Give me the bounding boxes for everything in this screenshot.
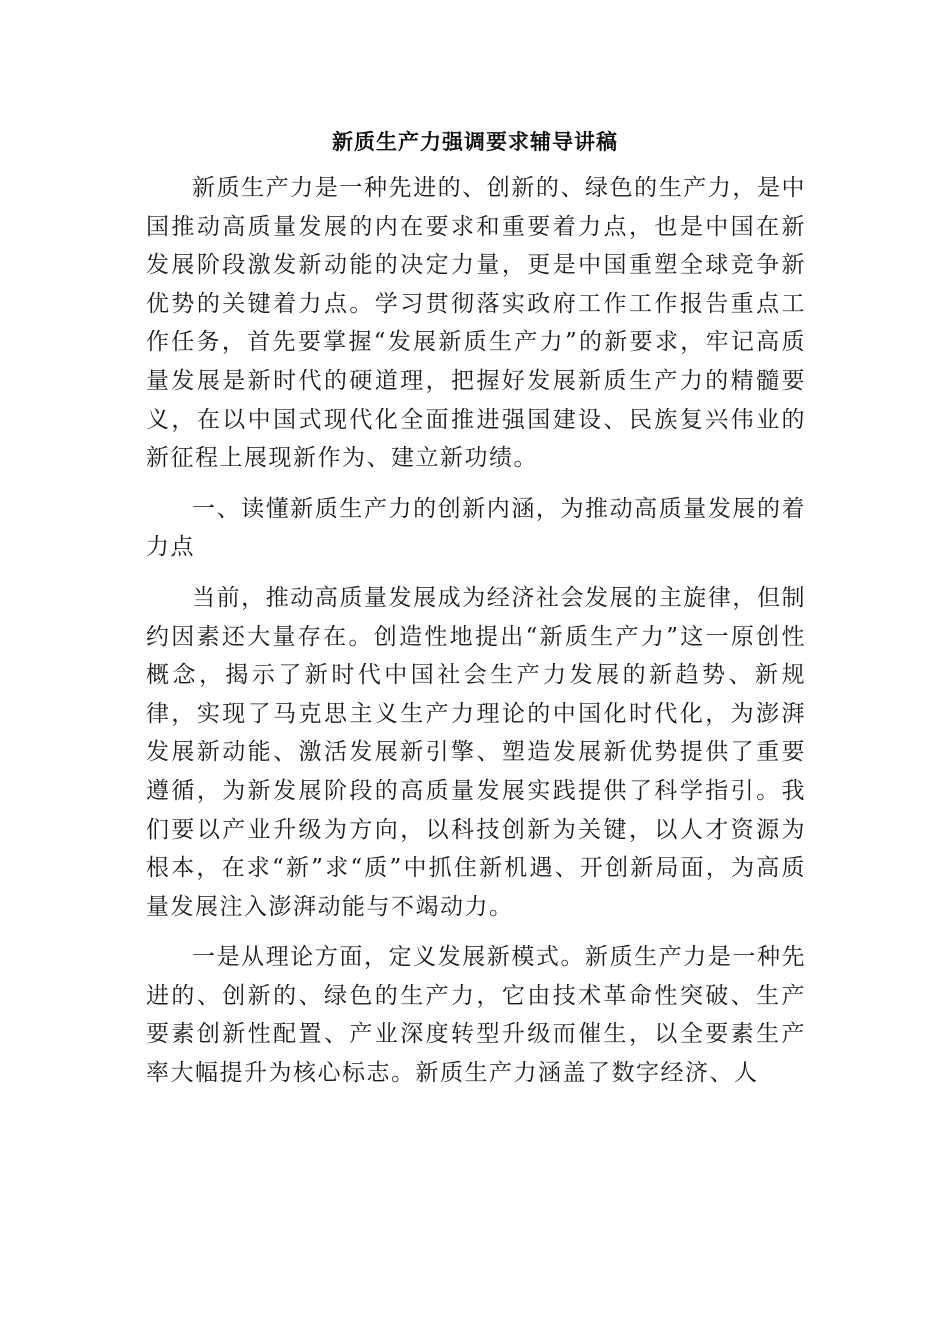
paragraph-theory: 一是从理论方面，定义发展新模式。新质生产力是一种先进的、创新的、绿色的生产力，它由技术革命性突破、生产要素创新性配置、产业深度转型升级而催生，以全要素生产率大幅提升为核心标志。新质生产力涵盖了数字经济、人 (146, 944, 806, 1087)
section-heading-1: 一、读懂新质生产力的创新内涵，为推动高质量发展的着力点 (146, 495, 806, 561)
paragraph-intro: 新质生产力是一种先进的、创新的、绿色的生产力，是中国推动高质量发展的内在要求和重要着力点，也是中国在新发展阶段激发新动能的决定力量，更是中国重塑全球竞争新优势的关键着力点。学习贯彻落实政府工作工作报告重点工作任务，首先要掌握“发展新质生产力”的新要求，牢记高质量发展是新时代的硬道理，把握好发展新质生产力的精髓要义，在以中国式现代化全面推进强国建设、民族复兴伟业的新征程上展现新作为、建立新功绩。 (146, 175, 806, 472)
paragraph-current: 当前，推动高质量发展成为经济社会发展的主旋律，但制约因素还大量存在。创造性地提出“新质生产力”这一原创性概念，揭示了新时代中国社会生产力发展的新趋势、新规律，实现了马克思主义生产力理论的中国化时代化，为澎湃发展新动能、激活发展新引擎、塑造发展新优势提供了重要遵循，为新发展阶段的高质量发展实践提供了科学指引。我们要以产业升级为方向，以科技创新为关键，以人才资源为根本，在求“新”求“质”中抓住新机遇、开创新局面，为高质量发展注入澎湃动能与不竭动力。 (146, 584, 806, 920)
document-body (146, 169, 806, 1093)
document-title: 新质生产力强调要求辅导讲稿 (332, 130, 618, 154)
